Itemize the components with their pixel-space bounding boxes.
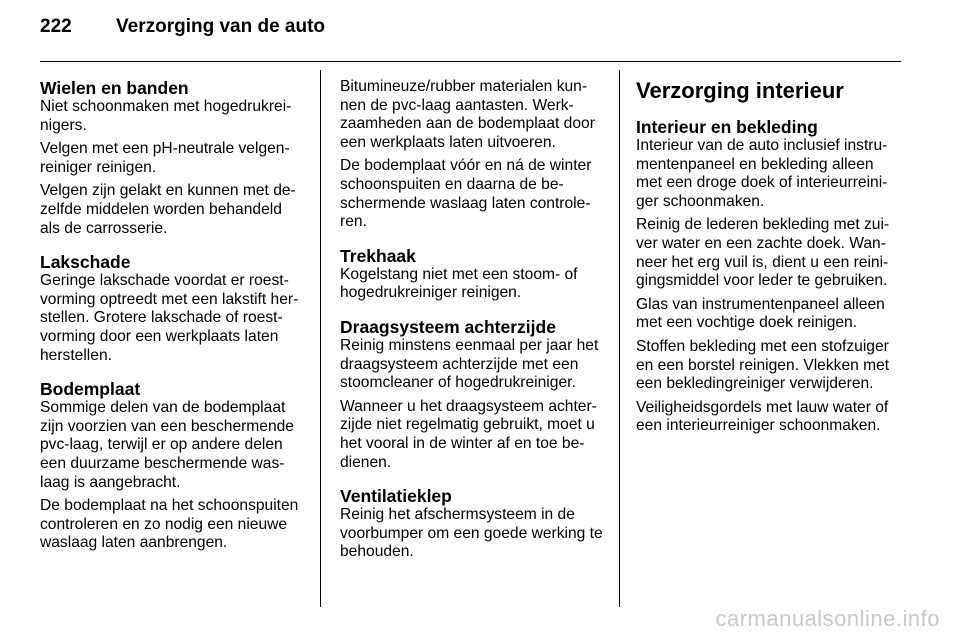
section-bodemplaat xyxy=(40,379,306,553)
paragraph: Reinig het afschermsysteem in de voorbumper om een goede werking te behouden. xyxy=(340,506,603,561)
column-1 xyxy=(40,78,306,567)
column-divider-1 xyxy=(320,70,321,607)
paragraph: Kogelstang niet met een stoom- of hogedrukreiniger reinigen. xyxy=(340,265,578,302)
header-rule xyxy=(40,61,901,62)
paragraph: Sommige delen van de bodemplaat zijn voorzien van een beschermende pvc-laag, terwijl er op andere delen een duurzame beschermende was-laag is aangebracht. xyxy=(40,399,294,491)
paragraph: De bodemplaat na het schoonspuiten controleren en zo nodig een nieuwe waslaag laten aanbrengen. xyxy=(40,497,299,552)
paragraph: Interieur van de auto inclusief instru-mentenpaneel en bekleding alleen met een droge doek of interieurreini-ger schoonmaken. xyxy=(636,137,888,210)
paragraph: Stoffen bekleding met een stofzuiger en een borstel reinigen. Vlekken met een bekledingreiniger verwijderen. xyxy=(636,337,890,393)
paragraph: Reinig de lederen bekleding met zui-ver water en een zachte doek. Wan-neer het erg vuil is, dient u een reini-gingsmiddel voor leder te gebruiken. xyxy=(636,216,890,290)
section-interieur-en-bekleding xyxy=(636,117,902,436)
section-heading: Wielen en banden xyxy=(40,78,189,98)
section-heading: Draagsysteem achterzijde xyxy=(340,316,556,337)
section-draagsysteem xyxy=(340,317,606,472)
section-heading: Interieur en bekleding xyxy=(636,117,818,137)
page-number: 222 xyxy=(40,16,72,37)
watermark: carmanualsonline.info xyxy=(715,606,940,631)
section-heading: Bodemplaat xyxy=(40,379,141,400)
paragraph: Velgen zijn gelakt en kunnen met de-zelfde middelen worden behandeld als de carrosserie. xyxy=(40,182,296,237)
page-title: Verzorging van de auto xyxy=(116,16,326,37)
chapter-title: Verzorging interieur xyxy=(636,78,844,103)
section-heading: Lakschade xyxy=(40,252,131,273)
section-ventilatieklep xyxy=(340,486,606,562)
page-header xyxy=(40,16,325,46)
paragraph: Glas van instrumentenpaneel alleen met een vochtige doek reinigen. xyxy=(636,295,885,332)
paragraph: De bodemplaat vóór en ná de winter schoonspuiten en daarna de be-schermende waslaag laten controle-ren. xyxy=(340,157,592,231)
column-2 xyxy=(340,78,606,576)
paragraph: Geringe lakschade voordat er roest-vorming optreedt met een lakstift her-stellen. Grotere lakschade of roest-vorming door een werkplaats laten herstellen. xyxy=(40,272,299,364)
paragraph: Velgen met een pH-neutrale velgen-reiniger reinigen. xyxy=(40,140,290,176)
paragraph: Niet schoonmaken met hogedrukrei-nigers. xyxy=(40,98,292,134)
section-wielen-en-banden xyxy=(40,78,306,238)
paragraph: Bitumineuze/rubber materialen kun-nen de pvc-laag aantasten. Werk-zaamheden aan de bodemplaat door een werkplaats laten uitvoeren. xyxy=(340,78,595,151)
section-heading: Ventilatieklep xyxy=(340,486,452,507)
column-divider-2 xyxy=(619,70,620,607)
section-trekhaak xyxy=(340,246,606,303)
paragraph: Reinig minstens eenmaal per jaar het draagsysteem achterzijde met een stoomcleaner of hogedrukreiniger. xyxy=(340,336,599,392)
section-lakschade xyxy=(40,252,306,365)
section-heading: Trekhaak xyxy=(340,245,416,266)
paragraph: Veiligheidsgordels met lauw water of een interieurreiniger schoonmaken. xyxy=(636,398,889,435)
column-3 xyxy=(636,78,902,450)
paragraph: Wanneer u het draagsysteem achter-zijde niet regelmatig gebruikt, moet u het vooral in de winter af en toe be-dienen. xyxy=(340,397,597,471)
section-bodemplaat-continued xyxy=(340,78,606,232)
